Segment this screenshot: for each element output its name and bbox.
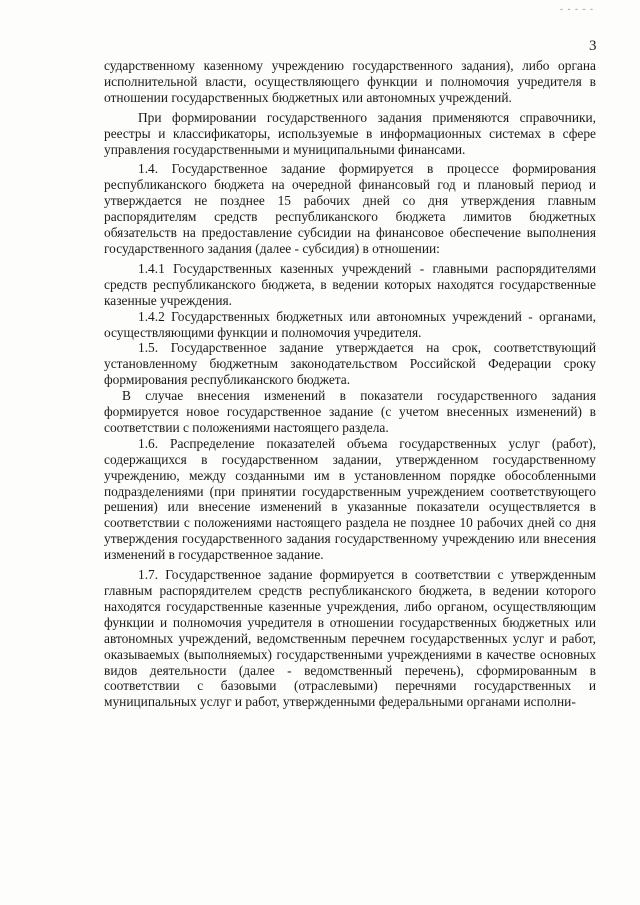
- paragraph-1-7: 1.7. Государственное задание формируется в соответствии с утвержденным главным распорядителем средств республиканского бюджета, в ведении которого находятся государственные казенные учреждения, либо органом, осуществляющим функции и полномочия учредителя в отношении государственных бюджетных или автономных учреждений, ведомственным перечнем государственных услуг и работ, оказываемых (выполняемых) государственными учреждениями в качестве основных видов деятельности (далее - ведомственный перечень), сформированным в соответствии с базовыми (отраслевыми) перечнями государственных и муниципальных услуг и работ, утвержденными федеральными органами исполни-: [104, 567, 596, 710]
- paragraph-classifiers: При формировании государственного задания применяются справочники, реестры и классификаторы, используемые в информационных системах в сфере управления государственными и муниципальными финансами.: [104, 109, 596, 157]
- paragraph-1-4: 1.4. Государственное задание формируется в процессе формирования республиканского бюджета на очередной финансовый год и плановый период и утверждается не позднее 15 рабочих дней со дня утверждения главным распорядителям средств республиканского бюджета лимитов бюджетных обязательств на предоставление субсидии на финансовое обеспечение выполнения государственного задания (далее - субсидия) в отношении:: [104, 161, 596, 256]
- paragraph-continuation: сударственному казенному учреждению государственного задания), либо органа исполнительной власти, осуществляющего функции и полномочия учредителя в отношении государственных бюджетных или автономных учреждений.: [104, 58, 596, 105]
- paragraph-1-4-1: 1.4.1 Государственных казенных учреждений - главными распорядителями средств республиканского бюджета, в ведении которых находятся государственные казенные учреждения.: [104, 260, 596, 308]
- paragraph-1-4-2: 1.4.2 Государственных бюджетных или автономных учреждений - органами, осуществляющими функции и полномочия учредителя.: [104, 308, 596, 340]
- page-number: 3: [589, 38, 597, 54]
- paragraph-1-6: 1.6. Распределение показателей объема государственных услуг (работ), содержащихся в государственном задании, утвержденном государственному учреждению, между созданными им в установленном порядке обособленными подразделениями (при принятии государственным учреждением соответствующего решения) или внесение изменений в указанные показатели осуществляется в соответствии с положениями настоящего раздела не позднее 10 рабочих дней со дня утверждения государственного задания государственному учреждению или внесения изменений в государственное задание.: [104, 435, 596, 563]
- paragraph-1-5: 1.5. Государственное задание утверждается на срок, соответствующий установленному бюджетным законодательством Российской Федерации сроку формирования республиканского бюджета.: [104, 340, 596, 388]
- corner-mark: - - - - -: [560, 4, 594, 14]
- body-text: [104, 58, 596, 710]
- paragraph-changes: В случае внесения изменений в показатели государственного задания формируется новое государственное задание (с учетом внесенных изменений) в соответствии с положениями настоящего раздела.: [104, 388, 596, 435]
